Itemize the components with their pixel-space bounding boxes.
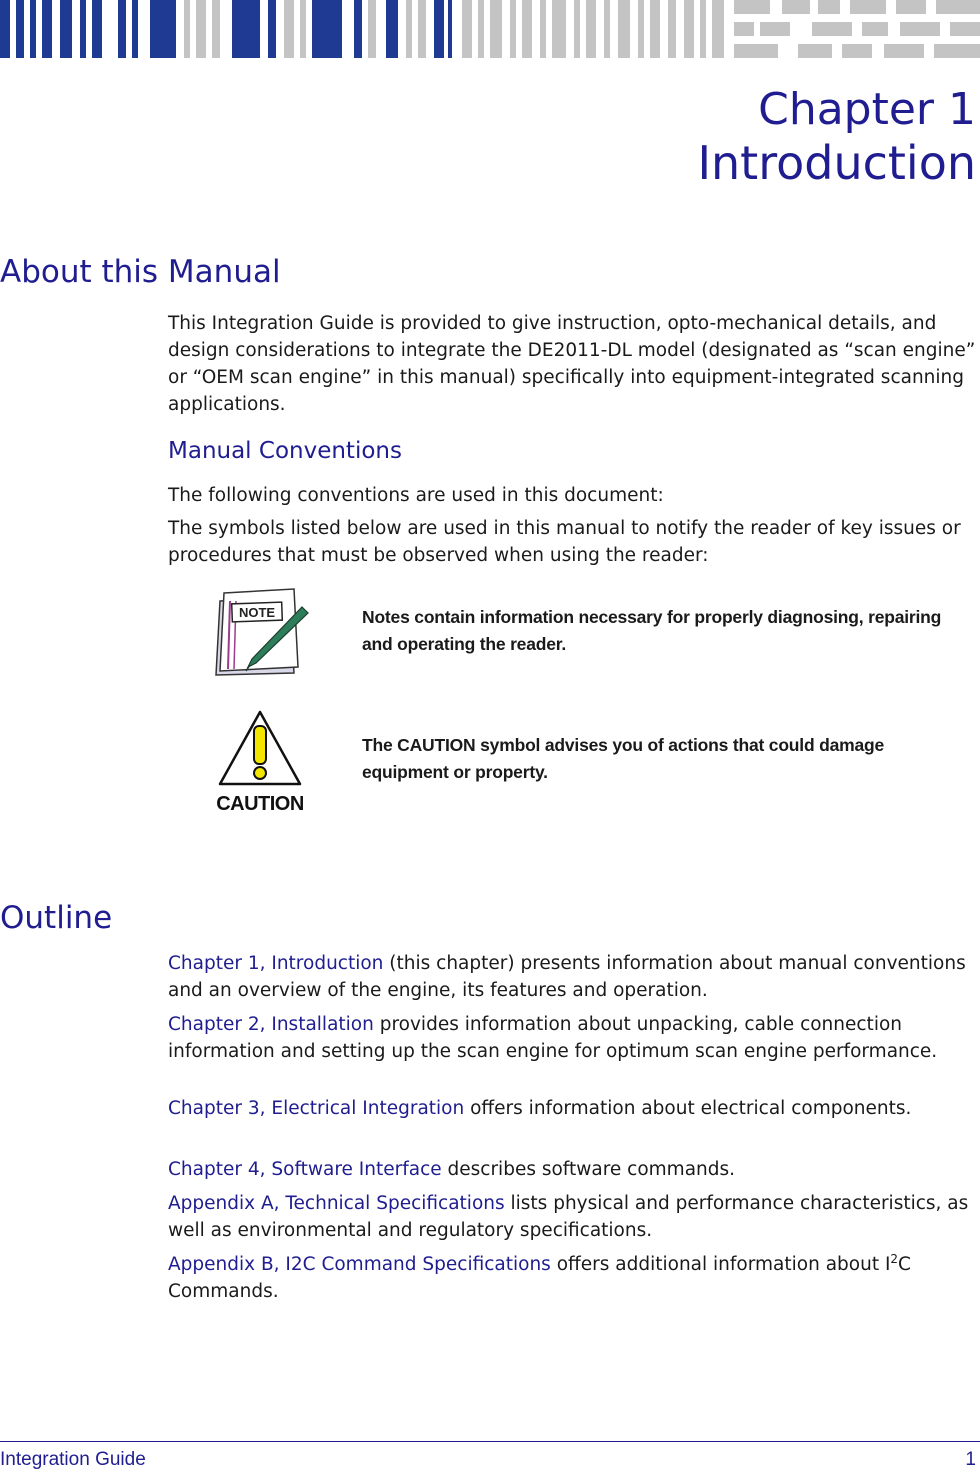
outline-item-text: offers additional information about I (550, 1254, 891, 1275)
page-number: 1 (965, 1449, 976, 1470)
barcode-bars-gray (184, 0, 980, 58)
appendix-b-link[interactable]: Appendix B, I2C Command Specifications (168, 1254, 551, 1275)
chapter-1-link[interactable]: Chapter 1, Introduction (168, 953, 384, 974)
caution-text: The CAUTION symbol advises you of actions that could damage equipment or property. (362, 735, 885, 782)
chapter-title: Introduction (697, 135, 976, 190)
outline-item (168, 1156, 976, 1183)
outline-item (168, 1251, 976, 1305)
conventions-heading: Manual Conventions (168, 438, 402, 464)
outline-item-text: (this chapter) presents information about manual conventions and an overview of the engine, its features and operation. (168, 953, 966, 1001)
outline-item-text: lists physical and performance characteristics, as well as environmental and regulatory specifications. (168, 1193, 969, 1241)
outline-item-text: C Commands. (168, 1254, 911, 1302)
about-heading: About this Manual (0, 254, 281, 290)
appendix-a-link[interactable]: Appendix A, Technical Specifications (168, 1193, 505, 1214)
header-barcode (0, 0, 980, 58)
caution-icon-label: CAUTION (216, 793, 304, 815)
barcode-bars-blue (0, 0, 452, 58)
conventions-symbols-text: The symbols listed below are used in this manual to notify the reader of key issues or procedures that must be observed when using the reader: (168, 518, 961, 566)
note-icon-label: NOTE (238, 605, 276, 620)
outline-item (168, 950, 976, 1004)
chapter-2-link[interactable]: Chapter 2, Installation (168, 1014, 374, 1035)
footer-title: Integration Guide (0, 1449, 146, 1470)
footer-rule (0, 1441, 980, 1442)
chapter-heading (697, 84, 976, 190)
note-icon (210, 583, 310, 681)
chapter-3-link[interactable]: Chapter 3, Electrical Integration (168, 1098, 465, 1119)
chapter-4-link[interactable]: Chapter 4, Software Interface (168, 1159, 442, 1180)
note-text: Notes contain information necessary for properly diagnosing, repairing and operating the reader. (362, 607, 942, 654)
superscript: 2 (890, 1251, 899, 1266)
outline-item-text: offers information about electrical components. (464, 1098, 912, 1119)
outline-item (168, 1190, 976, 1244)
outline-heading: Outline (0, 900, 113, 936)
outline-item (168, 1095, 976, 1122)
conventions-intro: The following conventions are used in this document: (168, 485, 664, 506)
chapter-number: Chapter 1 (758, 84, 976, 135)
outline-item-text: provides information about unpacking, cable connection information and setting up the scan engine for optimum scan engine performance. (168, 1014, 938, 1062)
outline-item (168, 1011, 976, 1065)
outline-item-text: describes software commands. (441, 1159, 736, 1180)
caution-icon (210, 706, 310, 818)
about-body: This Integration Guide is provided to give instruction, opto-mechanical details, and design considerations to integrate the DE2011-DL model (designated as “scan engine” or “OEM scan engine” in this manual) specifically into equipment-integrated scanning applications. (168, 313, 976, 415)
